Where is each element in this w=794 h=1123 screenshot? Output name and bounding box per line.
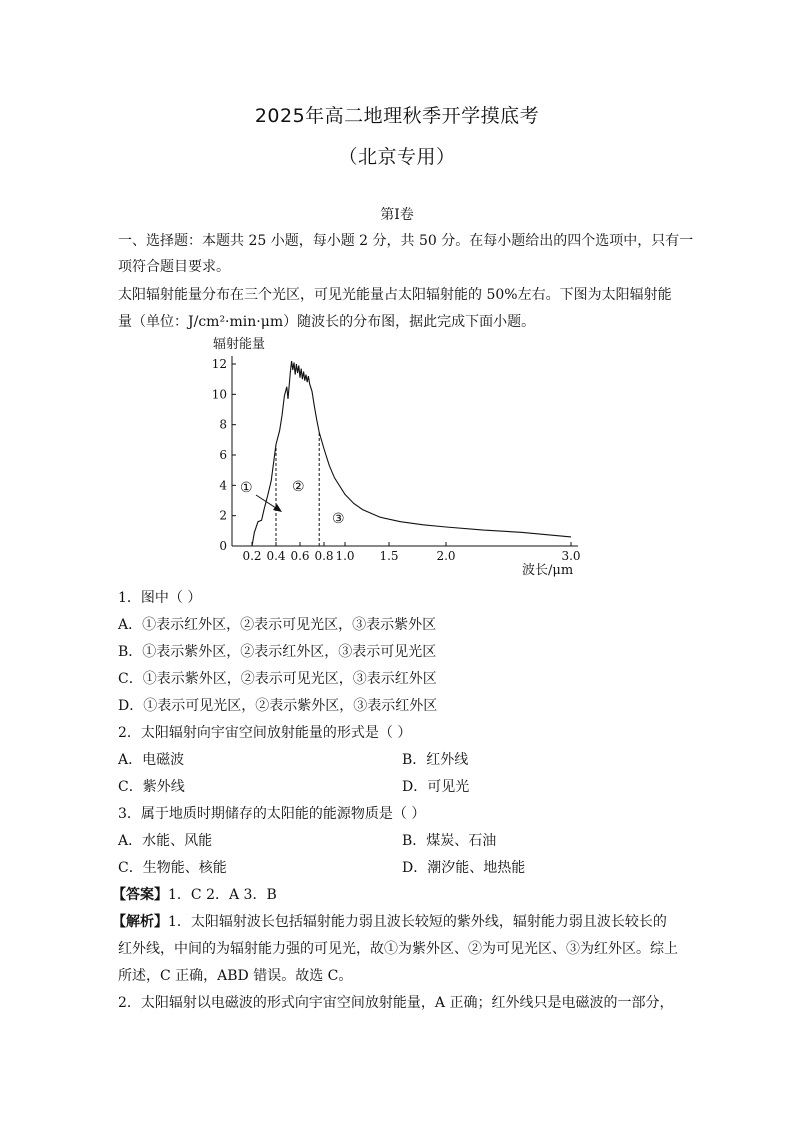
page-subtitle: （北京专用） [338,146,456,168]
y-tick-label: 0 [219,539,227,553]
y-tick-label: 4 [219,478,227,493]
answer-label: 【答案】 [112,887,168,903]
material-line-2: 量（单位：J/cm²·min·μm）随波长的分布图，据此完成下面小题。 [118,314,536,330]
analysis-line-2: 红外线，中间的为辐射能力强的可见光，故①为紫外区、②为可见光区、③为红外区。综上 [118,941,678,957]
y-tick-label: 12 [211,357,227,371]
material-line-1: 太阳辐射能量分布在三个光区，可见光能量占太阳辐射能的 50%左右。下图为太阳辐射能 [118,287,672,303]
x-tick-label: 3.0 [561,549,581,563]
q2-option-a: A．电磁波 [118,752,185,768]
q3-option-c: C．生物能、核能 [118,860,227,876]
instruction-line-2: 项符合题目要求。 [118,259,230,275]
q3-stem: 3．属于地质时期储存的太阳能的能源物质是（ ） [118,806,426,822]
q1-stem: 1．图中（ ） [118,590,202,606]
volume-heading: 第I卷 [380,207,414,223]
y-tick-label: 6 [219,448,227,462]
q1-option-c: C．①表示紫外区，②表示可见光区，③表示红外区 [118,671,437,687]
q3-option-a: A．水能、风能 [118,833,213,849]
analysis-line-1 [112,912,682,932]
q3-option-d: D．潮汐能、地热能 [402,860,526,876]
q3-option-b: B．煤炭、石油 [402,833,497,849]
x-tick-label: 1.5 [379,549,399,563]
x-tick-label: 0.6 [290,549,310,563]
x-tick-label: 0.4 [266,549,286,563]
instruction-line-1: 一、选择题：本题共 25 小题，每小题 2 分，共 50 分。在每小题给出的四个选项中，只有一 [118,233,694,249]
y-tick-label: 10 [211,387,227,402]
y-tick-label: 8 [219,417,227,432]
page-title: 2025年高二地理秋季开学摸底考 [254,105,540,127]
radiation-chart [200,336,600,581]
q2-option-c: C．紫外线 [118,779,185,795]
radiation-curve [252,361,571,546]
x-tick-label: 0.8 [314,549,334,563]
q2-option-d: D．可见光 [402,779,470,795]
answer-line [112,885,682,905]
q1-option-b: B．①表示紫外区，②表示红外区，③表示可见光区 [118,644,437,660]
analysis-line-3: 所述，C 正确，ABD 错误。故选 C。 [118,968,353,984]
region-label-1: ① [240,480,253,496]
q1-option-a: A．①表示红外区，②表示可见光区，③表示紫外区 [118,617,437,633]
x-ticks [242,542,580,563]
x-axis-label: 波长/μm [522,563,574,578]
region-1-pointer-arrowhead [273,504,282,512]
x-tick-label: 2.0 [436,549,456,563]
analysis-line-4: 2．太阳辐射以电磁波的形式向宇宙空间放射能量，A 正确；红外线只是电磁波的一部分， [118,995,674,1011]
answer-text: 1．C 2．A 3．B [168,887,277,903]
q1-option-d: D．①表示可见光区，②表示紫外区，③表示红外区 [118,698,438,714]
y-axis-label: 辐射能量 [213,337,266,352]
x-tick-label: 1.0 [335,549,355,563]
q2-option-b: B．红外线 [402,752,469,768]
analysis-label: 【解析】 [112,914,168,930]
y-tick-label: 2 [219,508,227,523]
region-label-3: ③ [332,511,345,527]
analysis-text-1: 1．太阳辐射波长包括辐射能力弱且波长较短的紫外线，辐射能力弱且波长较长的 [168,914,667,930]
region-label-2: ② [292,479,305,495]
x-tick-label: 0.2 [242,549,262,563]
q2-stem: 2．太阳辐射向宇宙空间放射能量的形式是（ ） [118,725,412,741]
